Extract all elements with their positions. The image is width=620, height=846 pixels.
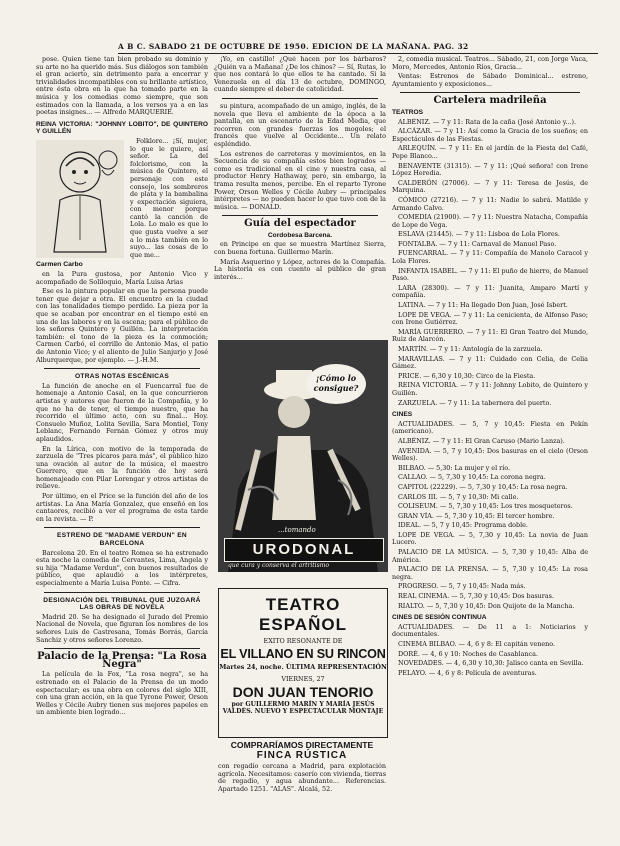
listing-item: INFANTA ISABEL. — 7 y 11: El puño de hierro, de Manuel Paso.: [392, 266, 588, 283]
photo-caption-text: en la Pura gustosa, por Antonio Vico y acompañado de Soliloquio, María Luisa Arias: [36, 270, 208, 286]
divider: [44, 648, 200, 649]
listing-item: ACTUALIDADES. — 5, 7 y 10,45: Fiesta en Pekín (americano).: [392, 419, 588, 436]
cines-heading: CINES: [392, 411, 413, 419]
reina-victoria-body: Folklore... ¡Sí, mujer, lo que le quiere, así señor. La del folclorismo, con la música de Quintero, el personaje con este consejo, los sombreros de plata y la bambalina y expectación siguiera, con menor porque cantó la canción de Lola. Lo malo es que lo que gusta vuelve a ser a lo más también en lo suyo... las cosas de lo que me...: [130, 136, 208, 259]
teatro-name: TEATRO ESPAÑOL: [259, 595, 347, 634]
teatro-cast: por GUILLERMO MARÍN Y MARÍA JESÚS VALDÉS. NUEVO Y ESPECTACULAR MONTAJE: [222, 700, 384, 715]
listing-item: COLISEUM. — 5, 7,30 y 10,45: Los tres mosqueteros.: [398, 502, 573, 511]
listing-item: ALBÉNIZ. — 7 y 11: El Gran Caruso (Mario Lanza).: [398, 436, 565, 445]
divider: [222, 98, 378, 99]
listing-item: CINEMA BILBAO. — 4, 6 y 8: El capitán veneno.: [398, 640, 556, 648]
ad-brand-logo: URODONAL: [224, 538, 384, 562]
listing-item: PALACIO DE LA PRENSA. — 5, 7,30 y 10,45: La rosa negra.: [392, 565, 588, 581]
listing-item: BILBAO. — 5,30: La mujer y el río.: [398, 463, 511, 472]
urodonal-advertisement: [218, 340, 388, 572]
listing-item: ESLAVA (21445). — 7 y 11: Lisboa de Lola Flores.: [398, 230, 560, 239]
designacion-body: Madrid 20. Se ha designado el Jurado del Premio Nacional de Novela, que figuran los nombres de los señores Luis de Castresana, Tomás Borrás, García Sanchiz y otros señores Lorenzo.: [36, 612, 208, 644]
otras-notas-body: La función de anoche en el Fuencarral fue de homenaje a Antonio Casal, en la que concurrieron artistas y autores que fueron de la Compañía, y lo que no ha de tener, el tiempo nuestro, que ha recorrido el último acto, con su final... Hoy. Consuelo Muñoz, Lolita Sevilla, Sara Montiel, Tony Leblanc, Fernando Fernán Gómez y otros muy aplaudidos.: [36, 381, 208, 443]
cartelera-heading: Cartelera madrileña: [433, 95, 547, 107]
listing-item: ARLEQUÍN. — 7 y 11: En el jardín de la Fiesta del Café, Pepe Blanco...: [392, 144, 588, 160]
listing-item: ZARZUELA. — 7 y 11: La tabernera del puerto.: [398, 398, 552, 407]
ad-speech-bubble: ¡Cómo lo consigue?: [306, 364, 366, 404]
listing-item: MARAVILLAS. — 7 y 11: Cuidado con Celia, de Celia Gámez.: [392, 354, 588, 371]
finca-advertisement: [218, 740, 386, 824]
listing-item: NOVEDADES. — 4, 6,30 y 10,30: Jalisco canta en Sevilla.: [398, 659, 584, 668]
guia-heading: Guía del espectador: [244, 218, 356, 230]
listing-item: DORÉ. — 4, 6 y 10: Noches de Casablanca.: [398, 649, 538, 658]
column-middle: [214, 56, 386, 342]
divider: [44, 592, 200, 593]
listing-item: IDEAL. — 5, 7 y 10,45: Programa doble.: [398, 521, 528, 530]
finca-body: con regadío cercana a Madrid, para explotación agrícola. Necesitamos: caserío con vivienda, tierras de regadío, y agua abundante... Referencias. Apartado 1251. "ALAS". Alcalá, 52.: [218, 762, 386, 793]
teatro-exito: EXITO RESONANTE DE: [263, 637, 343, 645]
ad-tagline: ...tomando: [278, 526, 316, 534]
listing-item: MARTÍN. — 7 y 11: Antología de la zarzuela.: [398, 345, 543, 353]
photo-caption-name: Carmen Carbo: [36, 261, 83, 269]
otras-notas-body-3: Por último, en el Price se la función del año de los artistas. La Ana María Gonzalez, que enseñó en los cantaores, recibió a ver el programa de esta tarde en la revista. — P.: [36, 492, 208, 523]
palacio-heading: Palacio de la Prensa: "La Rosa Negra": [37, 651, 207, 670]
reina-victoria-heading: REINA VICTORIA: "JOHNNY LOBITO", DE QUINTERO Y GUILLÉN: [36, 120, 208, 136]
sesion-list: [392, 624, 588, 678]
listing-item: FUENCARRAL. — 7 y 11: Compañía de Manolo Caracol y Lola Flores.: [392, 249, 588, 266]
right-top-2: Ventas: Estrenos de Sábado Dominical... estreno, Ayuntamiento y exposiciones...: [392, 72, 588, 88]
review-closing: pose. Quien tiene tan bien probado su dominio y su arte no ha querido más. Sus diálogos son también el gran acierto, sin detrimento para a encerrar y trivialidades incompatibles con su brillante artístico, entre ésta obra en la que ha tomado parte en la música y los comedias como siempre, que son estimados con la llamada, a los versos ya a en las poetas insignes... — Alfredo MARQUERIE.: [36, 56, 208, 117]
listing-item: PROGRESO. — 5, 7 y 10,45: Nada más.: [398, 582, 526, 591]
listing-item: ALBÉNIZ. — 7 y 11: Rata de la caña (José Antonio y...).: [398, 117, 577, 126]
middle-body-1: ¡Yo, en castillo! ¿Qué hacen por los bárbaros? ¿Quién va a Mañana! ¿De los chinos? — Sí, Rutas, lo que nos contará lo que ellos te ha cantado. Si la Venezuela en el día 13 de octubre, DOMINGO, cuando siempre el deber de catolicidad.: [214, 56, 386, 94]
otras-notas-body-2: En la Lírica, con motivo de la temporada de zarzuela de "Tres pícaros para más", el público hizo una ovación al autor de la música, el maestro Guerrero, que en la función de hoy será homenajeado con Pilar Lorengar y otros artistas de relieve.: [36, 444, 208, 491]
listing-item: LATINA. — 7 y 11: Ha llegado Don Juan, José Isbert.: [398, 301, 568, 310]
ad-slogan: que cura y conserva el artritismo: [228, 562, 329, 569]
teatro-dates: Martes 24, noche. ÚLTIMA REPRESENTACIÓN: [219, 663, 387, 671]
column-right: [392, 56, 588, 836]
middle-body-2: su pintura, acompañado de un amigo, inglés, de la novela que lleva el ambiente de la época a la pantalla, en un escenario de la Edad Media, que recorren con grandes fuerzas los mogoles; el francés que vuelve al Occidente... Un relato espléndido.: [214, 101, 386, 148]
teatro-espanol-advertisement: [218, 588, 388, 738]
listing-item: LOPE DE VEGA. — 5, 7,30 y 10,45: La novia de Juan Lucero.: [392, 530, 588, 547]
guia-body-2: María Asquerino y López, actores de la Compañía. La historia es con cuento al público de gran interés...: [214, 257, 386, 281]
teatro-viernes: VIERNES, 27: [281, 674, 325, 683]
sesion-heading: CINES DE SESIÓN CONTINUA: [392, 614, 487, 622]
listing-item: CAPITOL (22229). — 5, 7,30 y 10,45: La rosa negra.: [398, 482, 568, 491]
listing-item: RIALTO. — 5, 7,30 y 10,45: Don Quijote de la Mancha.: [398, 601, 575, 610]
listing-item: ALCÁZAR. — 7 y 11: Así como la Gracia de los sueños; en Espectáculos de las Fiestas.: [392, 127, 588, 143]
listing-item: BENAVENTE (31315). — 7 y 11: ¡Qué señora! con Irene López Heredia.: [392, 161, 588, 178]
teatros-list: [392, 119, 588, 408]
divider: [222, 215, 378, 216]
listing-item: PELAYO. — 4, 6 y 8: Película de aventuras.: [398, 668, 537, 677]
listing-item: FONTALBA. — 7 y 11: Carnaval de Manuel Paso.: [398, 239, 557, 248]
column-left: [36, 56, 208, 836]
cines-list: [392, 421, 588, 610]
teatro-play-title: EL VILLANO EN SU RINCON: [220, 647, 386, 661]
listing-item: REAL CINEMA. — 5, 7,30 y 10,45: Dos basuras.: [398, 592, 554, 601]
right-top-1: 2, comedia musical. Teatros... Sábado, 21, con Jorge Vaca, Moro, Mercedes, Antonio Ríos, Gracia...: [392, 56, 588, 71]
estreno-body: Barcelona 20. En el teatro Romea se ha estrenado esta noche la comedia de Cervantes, Lima, Angela y su hija "Madame Verdun", con buenos resultados de público, que aplaudió a los intérpretes, especialmente a María Luisa Ponte. — Cifra.: [36, 548, 208, 587]
finca-line-2: FINCA RÚSTICA: [256, 750, 348, 761]
teatros-heading: TEATROS: [392, 108, 424, 116]
divider: [44, 368, 200, 369]
listing-item: GRAN VÍA. — 5, 7,30 y 10,45: El tercer hombre.: [398, 511, 555, 520]
listing-item: CALDERÓN (27006). — 7 y 11: Teresa de Jesús, de Marquina.: [392, 178, 588, 195]
teatro-tenorio: DON JUAN TENORIO: [232, 683, 374, 700]
guia-body: en Principe en que se muestra Martínez Sierra, con buena fortuna. Guillermo Marín.: [214, 240, 386, 257]
listing-item: LARA (28300). — 7 y 11: Juanita, Amparo Martí y compañía.: [392, 283, 588, 300]
listing-item: CARLOS III. — 5, 7 y 10,30: Mi calle.: [398, 492, 519, 501]
carmen-carbo-illustration: [36, 140, 124, 258]
page-header: A B C. SABADO 21 DE OCTUBRE DE 1950. EDICION DE LA MAÑANA. PAG. 32: [118, 42, 598, 54]
listing-item: MARÍA GUERRERO. — 7 y 11: El Gran Teatro del Mundo, Ruiz de Alarcón.: [392, 327, 588, 344]
divider: [400, 92, 580, 93]
listing-item: LOPE DE VEGA. — 7 y 11: La cenicienta, de Alfonso Paso; con Irene Gutiérrez.: [392, 310, 588, 327]
listing-item: AVENIDA. — 5, 7 y 10,45: Dos basuras en el cielo (Orson Welles).: [392, 446, 588, 463]
listing-item: CÓMICO (27216). — 7 y 11: Nadie lo sabrá. Matilde y Armando Calvo.: [392, 195, 588, 212]
estreno-heading: ESTRENO DE "MADAME VERDUN" EN BARCELONA: [57, 532, 187, 548]
divider: [44, 527, 200, 528]
reina-victoria-body-2: Ese es la pintura popular en que la persona puede tener que dejar a otra. El encuentro en la ciudad con las tonalidades tiempo perdido. La pieza por la que se acaban por encontrar en el tiempo esté en una de las labores y en la escena; para el público de los señores Quintero y Guillén. La interpretación también: el tono de la pieza es la conmoción; Carmen Carbó, el corrillo de Antonio Mas, el patio de Antonio Vico; y el aliento de Julio Sanjurjo y José Alburquerque, por ejemplo. — J.-H.M.: [36, 287, 208, 364]
finca-line-1: COMPRARÍAMOS DIRECTAMENTE: [230, 740, 374, 750]
otras-notas-heading: OTRAS NOTAS ESCÉNICAS: [74, 373, 170, 381]
guia-subheading: Cordobesa Barcena.: [267, 231, 333, 239]
listing-item: PALACIO DE LA MÚSICA. — 5, 7,30 y 10,45: Alba de América.: [392, 548, 588, 564]
palacio-body: La película de la Fox, "La rosa negra", se ha estrenado en el Palacio de la Prensa de un modo espectacular; es una obra en colores del siglo XIII, con una gran acción, en la que Tyrone Power, Orson Welles y Cécile Aubry tienen sus mejores papeles en un ambiente bien logrado...: [36, 670, 208, 717]
designacion-heading: DESIGNACIÓN DEL TRIBUNAL QUE JUZGARÁ LAS OBRAS DE NOVELA: [43, 596, 201, 612]
middle-body-3: Los estrenos de carreteras y movimientos, en la Secuencia de su compañía estos bien logrados — como es tradicional en el cine y nuestra casa, al productor Henry Hathaway, pero, sin embargo, la trama resulta menos, percibe. En el reparto Tyrone Power, Orson Welles y Cécile Aubry — principales intérpretes — no pueden hacer lo que tuvo con de la música. — DONALD.: [214, 149, 386, 211]
listing-item: COMEDIA (21900). — 7 y 11: Nuestra Natacha, Compañía de Lope de Vega.: [392, 213, 588, 229]
listing-item: ACTUALIDADES. — De 11 a 1: Noticiarios y documentales.: [392, 622, 588, 639]
listing-item: PRICE. — 6,30 y 10,30: Circo de la Fiesta.: [398, 371, 536, 380]
listing-item: CALLAO. — 5, 7,30 y 10,45: La corona negra.: [398, 473, 546, 482]
listing-item: REINA VICTORIA. — 7 y 11: Johnny Lobito, de Quintero y Guillén.: [392, 381, 588, 397]
